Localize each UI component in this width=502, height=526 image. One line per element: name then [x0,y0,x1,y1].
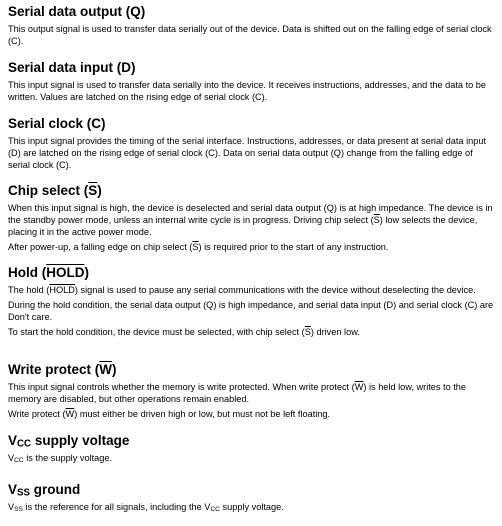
subscript: CC [210,505,220,513]
paragraph [8,501,494,513]
text: is the supply voltage. [23,453,113,463]
text: ) is required prior to the start of any instruction. [198,242,389,252]
title-text: V [8,433,18,448]
overline-symbol: $\overline{S}$ [192,242,199,252]
overline-symbol: $\overline{S}$ [304,327,311,337]
title-text: Hold ( [8,265,47,280]
paragraph [8,381,494,405]
title-text: supply voltage [31,433,130,448]
heading-chip-select [8,183,494,199]
title-text: ) [112,362,117,377]
paragraph [8,326,494,338]
subscript: SS [14,505,23,513]
overline-symbol: $\overline{S}$ [373,215,380,225]
text: V [8,502,15,512]
heading-serial-data-input: Serial data input (D) [8,60,136,75]
overline-symbol: S [88,183,98,198]
paragraph [8,452,494,464]
text: The hold ( [8,285,50,295]
title-text: Write protect ( [8,362,100,377]
section-serial-data-input [8,60,494,106]
subscript: CC [14,456,24,464]
heading-serial-data-output: Serial data output (Q) [8,4,146,19]
text: This input signal controls whether the memory is write protected. When write protect ( [8,382,355,392]
title-text: V [8,482,18,497]
section-serial-data-output [8,4,494,50]
heading-serial-clock: Serial clock (C) [8,116,106,131]
subscript: CC [17,438,32,450]
overline-symbol: $\overline{W}$ [354,382,364,392]
text: supply voltage. [219,502,284,512]
section-hold [8,265,494,341]
paragraph [8,202,494,238]
text: ) must either be driven high or low, but must not be left floating. [74,409,331,419]
paragraph: This input signal is used to transfer data serially into the device. It receives instructions, addresses, and the data to be written. Values are latched on the rising edge of serial clock (C). [8,80,487,102]
title-text: ground [29,482,81,497]
text: To start the hold condition, the device must be selected, with chip select ( [8,327,305,337]
heading-vss-ground [8,482,494,498]
section-serial-clock [8,116,494,174]
text: After power-up, a falling edge on chip select ( [8,242,193,252]
subscript: SS [17,487,30,499]
overline-symbol: HOLD [49,285,75,295]
heading-vcc-supply [8,433,494,449]
text: V [8,453,15,463]
text: ) signal is used to pause any serial communications with the device without deselecting the device. [74,285,476,295]
text: ) low selects the device, placing it in the active power mode. [8,215,478,237]
section-write-protect [8,362,494,423]
section-chip-select [8,183,494,256]
section-vcc-supply [8,433,494,467]
overline-symbol: HOLD [46,265,85,280]
overline-symbol: W [99,362,113,377]
text: When this input signal is high, the device is deselected and serial data output (Q) is at high impedance. The device is in the standby power mode, unless an internal write cycle is in progress. Driving chip select ( [8,203,493,225]
text: Write protect ( [8,409,66,419]
title-text: ) [97,183,102,198]
paragraph [8,284,494,296]
overline-symbol: $\overline{W}$ [65,409,75,419]
paragraph: During the hold condition, the serial data output (Q) is high impedance, and serial data input (D) and serial clock (C) are Don't care. [8,300,494,322]
text: ) driven low. [310,327,360,337]
title-text: ) [84,265,89,280]
title-text: Chip select ( [8,183,89,198]
paragraph: This input signal provides the timing of the serial interface. Instructions, addresses, or data present at serial data input (D) are latched on the rising edge of serial clock (C). Data on serial data output (Q) change from the falling edge of serial clock (C). [8,136,487,170]
paragraph: This output signal is used to transfer data serially out of the device. Data is shifted out on the falling edge of serial clock (C). [8,24,492,46]
text: is the reference for all signals, including the V [22,502,211,512]
heading-hold [8,265,494,281]
text: ) is held low, writes to the memory are disabled, but other operations remain enabled. [8,382,467,404]
section-vss-ground [8,482,494,516]
heading-write-protect [8,362,494,378]
paragraph [8,408,494,420]
paragraph [8,241,494,253]
